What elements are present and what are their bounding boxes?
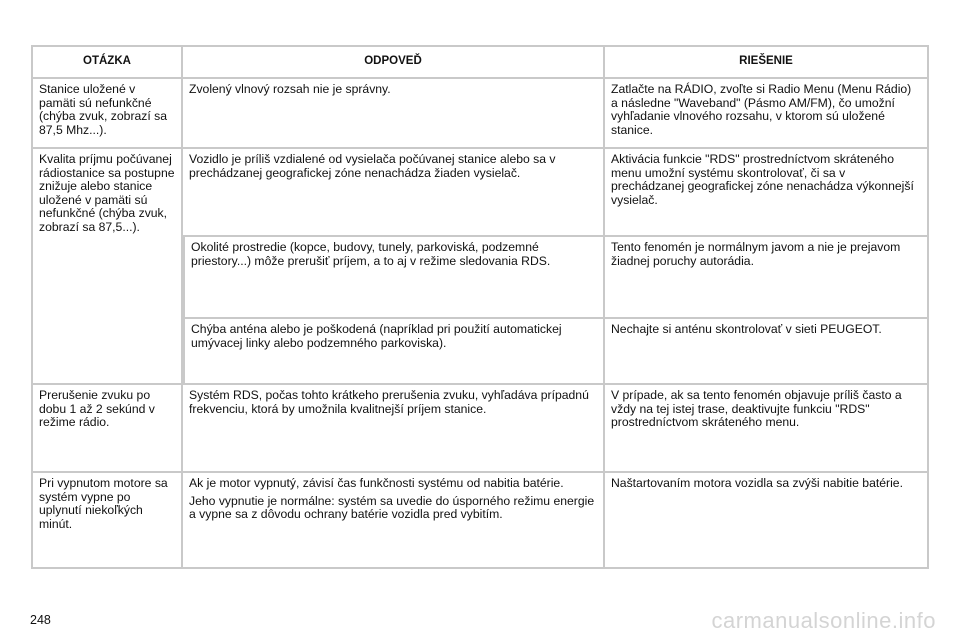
solution-cell: Tento fenomén je normálnym javom a nie je prejavom žiadnej poruchy autorádia. — [605, 237, 929, 319]
header-solution: RIEŠENIE — [605, 45, 929, 79]
table-row — [31, 385, 929, 473]
table-row — [31, 473, 929, 569]
answer-cell: Vozidlo je príliš vzdialené od vysielača počúvanej stanice alebo sa v prechádzanej geografickej zóne nenachádza žiaden vysielač. — [183, 149, 605, 237]
answer-cell: Systém RDS, počas tohto krátkeho prerušenia zvuku, vyhľadáva prípadnú frekvenciu, ktorá by umožnila kvalitnejší príjem stanice. — [183, 385, 605, 473]
question-cell: Kvalita príjmu počúvanej rádiostanice sa postupne znižuje alebo stanice uložené v pamäti sú nefunkčné (chýba zvuk, zobrazí sa 87,5...). — [31, 149, 183, 385]
watermark: carmanualsonline.info — [711, 608, 936, 633]
solution-cell: Aktivácia funkcie "RDS" prostredníctvom skráteného menu umožní systému skontrolovať, či sa v prechádzanej geografickej zóne nenachádza výkonnejší vysielač. — [605, 149, 929, 237]
troubleshooting-table — [31, 45, 929, 569]
solution-cell: Naštartovaním motora vozidla sa zvýši nabitie batérie. — [605, 473, 929, 569]
solution-cell: V prípade, ak sa tento fenomén objavuje príliš často a vždy na tej istej trase, deaktivujte funkciu "RDS" prostredníctvom skráteného menu. — [605, 385, 929, 473]
table-row — [31, 79, 929, 149]
answer-cell: Okolité prostredie (kopce, budovy, tunely, parkoviská, podzemné priestory...) môže prerušiť príjem, a to aj v režime sledovania RDS. — [183, 237, 605, 319]
answer-paragraph: Ak je motor vypnutý, závisí čas funkčnosti systému od nabitia batérie. — [189, 476, 564, 490]
answer-cell: Zvolený vlnový rozsah nie je správny. — [183, 79, 605, 149]
question-cell: Prerušenie zvuku po dobu 1 až 2 sekúnd v režime rádio. — [31, 385, 183, 473]
answer-paragraph: Jeho vypnutie je normálne: systém sa uvedie do úsporného režimu energie a vypne sa z dôvodu ochrany batérie vozidla pred vybitím. — [189, 493, 595, 522]
header-question: OTÁZKA — [31, 45, 183, 79]
page-number: 248 — [30, 613, 51, 627]
solution-cell: Nechajte si anténu skontrolovať v sieti PEUGEOT. — [605, 319, 929, 385]
header-answer: ODPOVEĎ — [183, 45, 605, 79]
answer-cell — [183, 473, 605, 569]
question-cell: Stanice uložené v pamäti sú nefunkčné (chýba zvuk, zobrazí sa 87,5 Mhz...). — [31, 79, 183, 149]
question-cell: Pri vypnutom motore sa systém vypne po uplynutí niekoľkých minút. — [31, 473, 183, 569]
table-header-row — [31, 45, 929, 79]
answer-cell: Chýba anténa alebo je poškodená (napríklad pri použití automatickej umývacej linky alebo podzemného parkoviska). — [183, 319, 605, 385]
solution-cell: Zatlačte na RÁDIO, zvoľte si Radio Menu (Menu Rádio) a následne "Waveband" (Pásmo AM/FM), čo umožní vyhľadanie vlnového rozsahu, v ktorom sú uložené stanice. — [605, 79, 929, 149]
table-row — [31, 149, 929, 237]
